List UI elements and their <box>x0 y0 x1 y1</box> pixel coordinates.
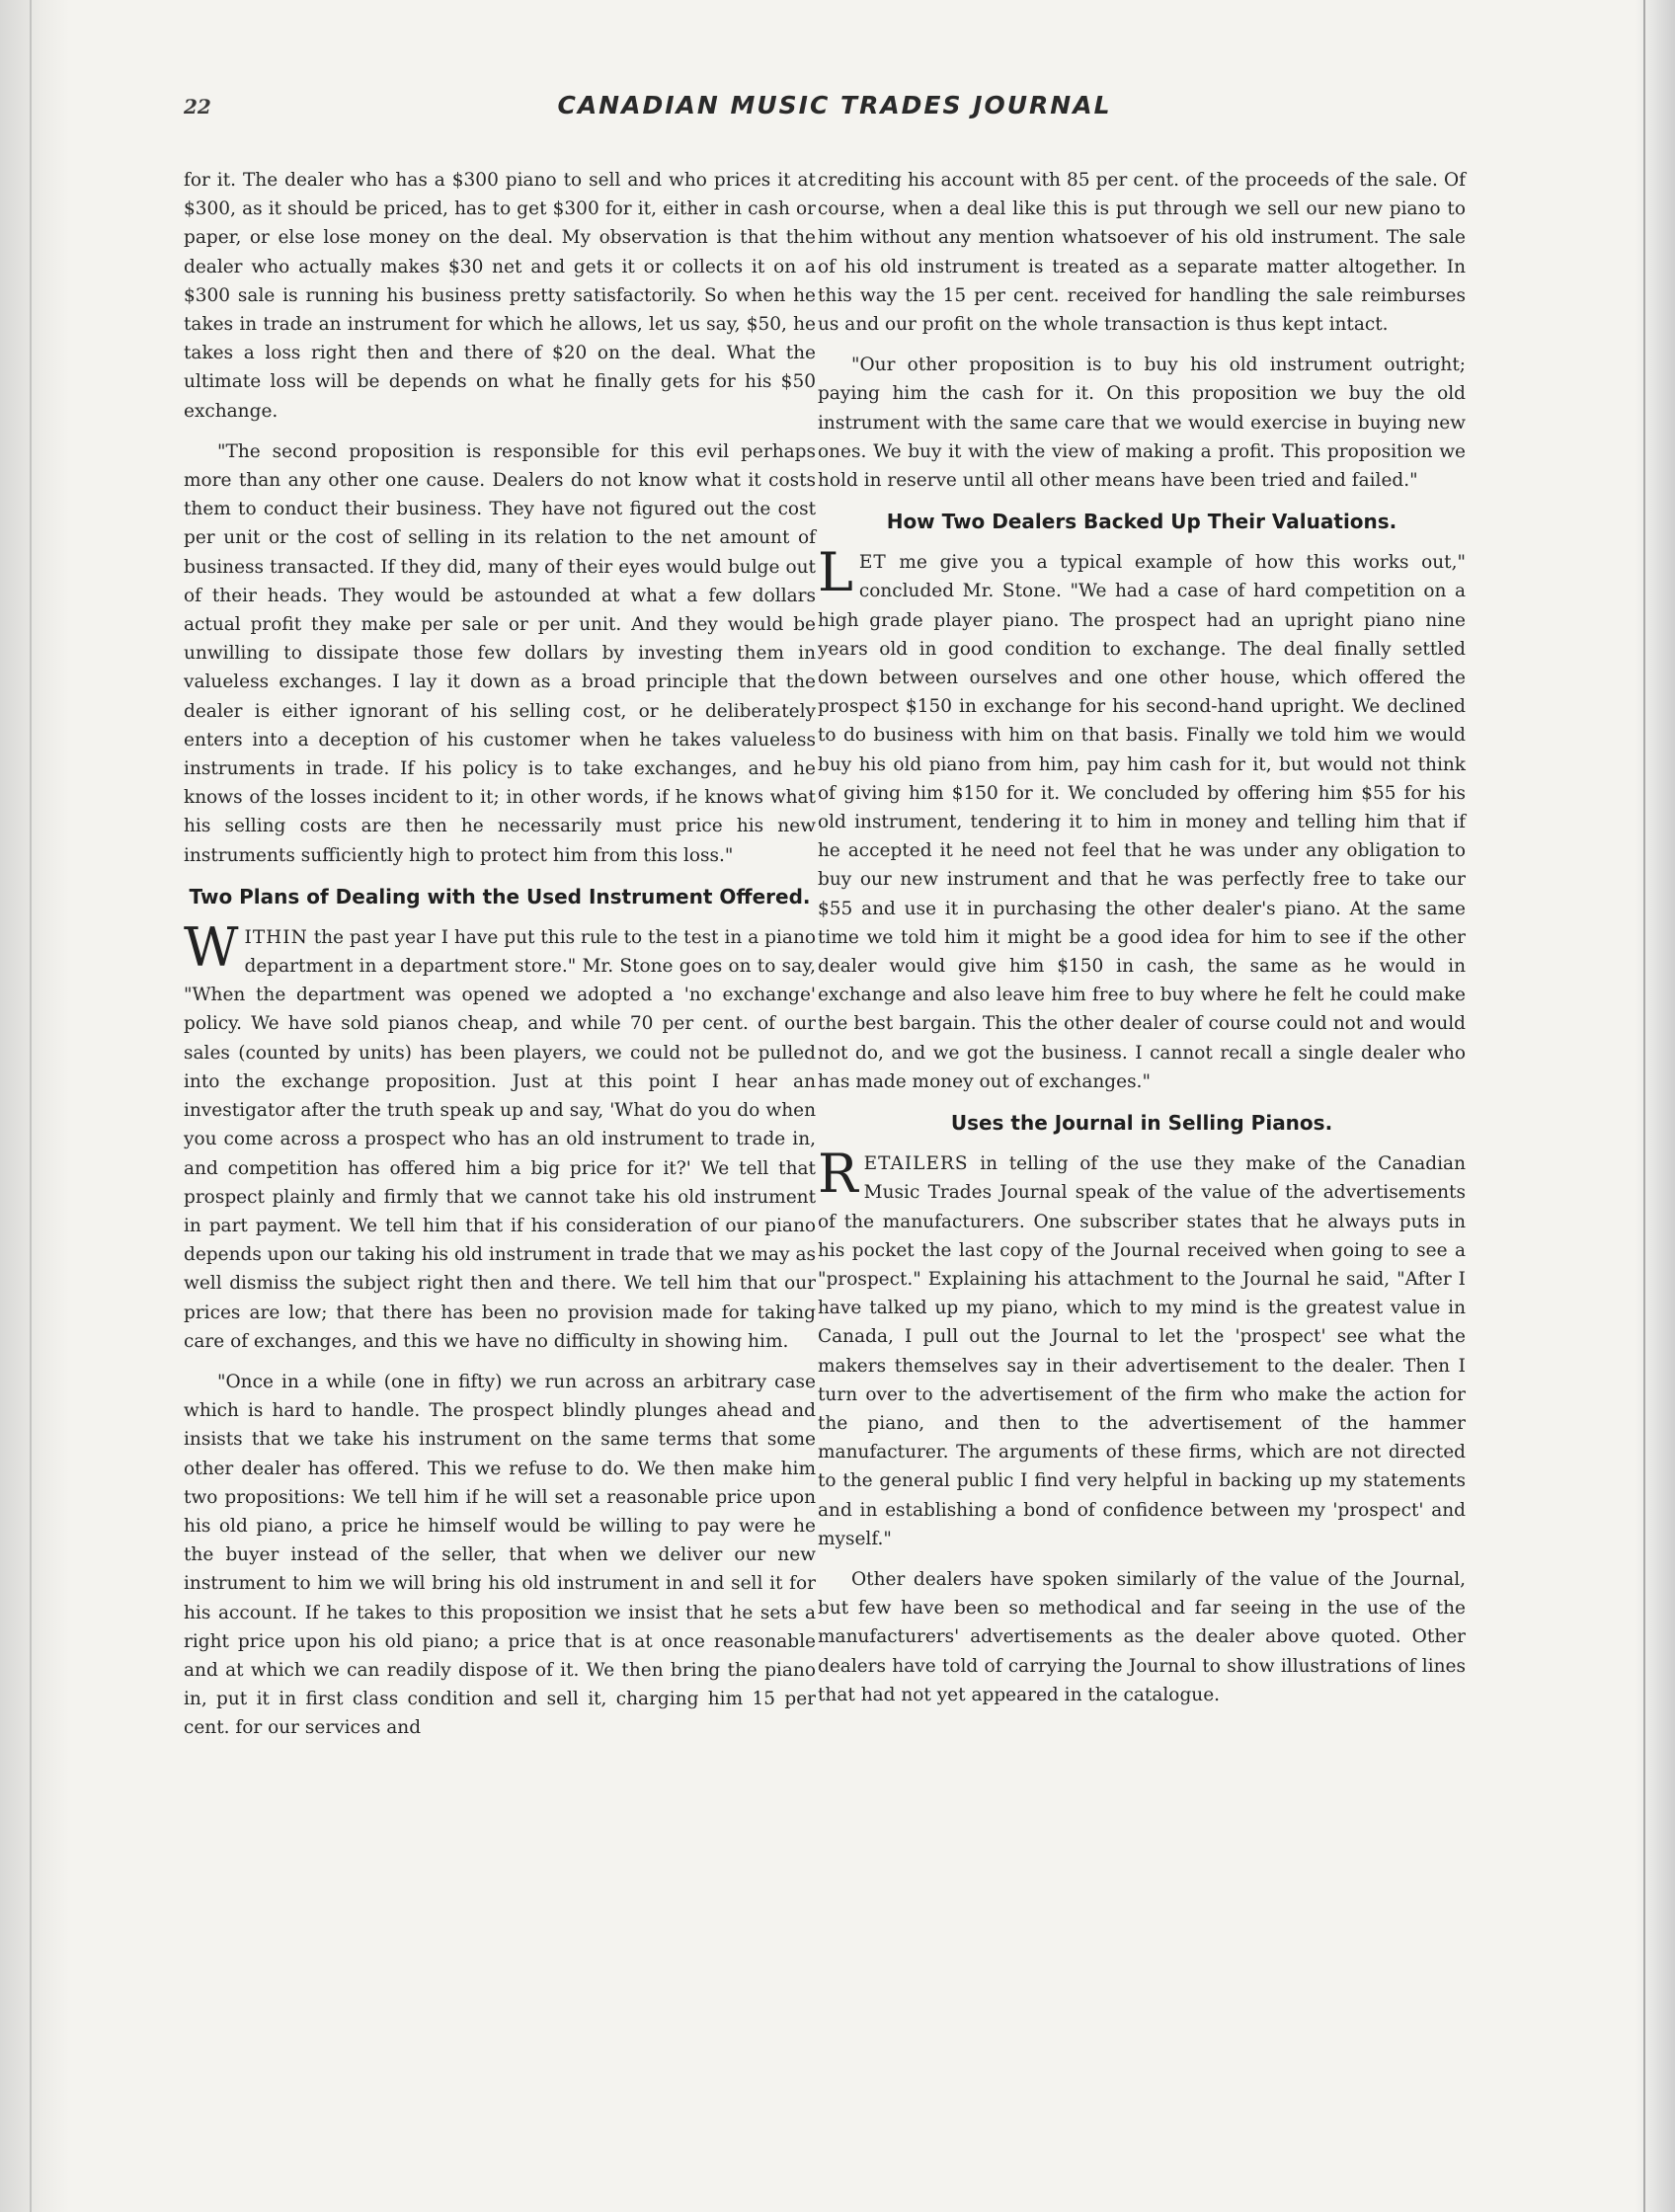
right-paragraph-1: crediting his account with 85 per cent. of the proceeds of the sale. Of course, when a deal like this is put through we sell our new piano to him without any mention whatsoever of his old instrument. The sale of his old instrument is treated as a separate matter altogether. In this way the 15 per cent. received for handling the sale reimburses us and our profit on the whole transaction is thus kept intact. <box>818 170 1466 336</box>
left-paragraph-2: "The second proposition is responsible for this evil perhaps more than any other one cause. Dealers do not know what it costs them to conduct their business. They have not figured out the cost per unit or the cost of selling in its relation to the net amount of business transacted. If they did, many of their eyes would bulge out of their heads. They would be astounded at what a few dollars actual profit they make per sale or per unit. And they would be unwilling to dissipate those few dollars by investing them in valueless exchanges. I lay it down as a broad principle that the dealer is either ignorant of his selling cost, or he deliberately enters into a deception of his customer when he takes valueless instruments in trade. If his policy is to take exchanges, and he knows of the losses incident to it; in other words, if he knows what his selling costs are then he necessarily must price his new instruments sufficiently high to protect him from this loss." <box>184 440 816 866</box>
heading-uses-journal: Uses the Journal in Selling Pianos. <box>950 1111 1333 1136</box>
dropcap-l: L <box>818 541 853 604</box>
leadword-within: ITHIN <box>244 926 308 948</box>
left-paragraph-1: for it. The dealer who has a $300 piano to sell and who prices it at $300, as it should be priced, has to get $300 for it, either in cash or paper, or else lose money on the deal. My observation is that the dealer who actually makes $30 net and gets it or collects it on a $300 sale is running his business pretty satisfactorily. So when he takes in trade an instrument for which he allows, let us say, $50, he takes a loss right then and there of $20 on the deal. What the ultimate loss will be depends on what he finally gets for his $50 exchange. <box>184 170 816 422</box>
dropcap-r: R <box>818 1143 858 1206</box>
right-paragraph-3-text: me give you a typical example of how this works out," concluded Mr. Stone. "We had a case of hard competition on a high grade player piano. The prospect had an upright piano nine years old in good condition to exchange. The deal finally settled down between ourselves and one other house, which offered the prospect $150 in exchange for his second-hand upright. We declined to do business with him on that basis. Finally we told him we would buy his old piano from him, pay him cash for it, but would not think of giving him $150 for it. We concluded by offering him $55 for his old instrument, tendering it to him in money and telling him that if he accepted it he need not feel that he was under any obligation to buy our new instrument and that he was perfectly free to take our $55 and use it in purchasing the other dealer's piano. At the same time we told him it might be a good idea for him to see if the other dealer would give him $150 in cash, the same as he would in exchange and also leave him free to buy where he felt he could make the best bargain. This the other dealer of course could not and would not do, and we got the business. I cannot recall a single dealer who has made money out of exchanges." <box>818 552 1466 1092</box>
right-paragraph-4 <box>818 1143 1466 1553</box>
right-paragraph-2: "Our other proposition is to buy his old instrument outright; paying him the cash for it. On this proposition we buy the old instrument with the same care that we would exercise in buying new ones. We buy it with the view of making a profit. This proposition we hold in reserve until all other means have been tried and failed." <box>818 355 1466 492</box>
left-paragraph-3 <box>184 915 816 1356</box>
journal-title: CANADIAN MUSIC TRADES JOURNAL <box>557 91 1112 119</box>
page-edge-right <box>1635 0 1675 2212</box>
right-column <box>818 166 1466 1721</box>
dropcap-w: W <box>184 915 239 979</box>
heading-two-plans: Two Plans of Dealing with the Used Instrument Offered. <box>189 884 811 908</box>
right-paragraph-3 <box>818 541 1466 1096</box>
leadword-retailers: ETAILERS <box>863 1153 969 1175</box>
page-header <box>178 91 1491 130</box>
page-number: 22 <box>184 95 211 118</box>
right-paragraph-4-text: in telling of the use they make of the Canadian Music Trades Journal speak of the value of the advertisements of the manufacturers. One subscriber states that he always puts in his pocket the last copy of the Journal received when going to see a "prospect." Explaining his attachment to the Journal he said, "After I have talked up my piano, which to my mind is the greatest value in Canada, I pull out the Journal to let the 'prospect' see what the makers themselves say in their advertisement to the dealer. Then I turn over to the advertisement of the firm who make the action for the piano, and then to the advertisement of the hammer manufacturer. The arguments of these firms, which are not directed to the general public I find very helpful in backing up my statements and in establishing a bond of confidence between my 'prospect' and myself." <box>818 1153 1466 1549</box>
left-paragraph-4: "Once in a while (one in fifty) we run across an arbitrary case which is hard to handle. The prospect blindly plunges ahead and insists that we take his instrument on the same terms that some other dealer has offered. This we refuse to do. We then make him two propositions: We tell him if he will set a reasonable price upon his old piano, a price he himself would be willing to pay were he the buyer instead of the seller, that when we deliver our new instrument to him we will bring his old instrument in and sell it for his account. If he takes to this proposition we insist that he sets a right price upon his old piano; a price that is at once reasonable and at which we can readily dispose of it. We then bring the piano in, put it in first class condition and sell it, charging him 15 per cent. for our services and <box>184 1371 816 1739</box>
heading-two-dealers: How Two Dealers Backed Up Their Valuations. <box>886 510 1397 534</box>
left-paragraph-3-text: the past year I have put this rule to the test in a piano department in a department store." Mr. Stone goes on to say, "When the department was opened we adopted a 'no exchange' policy. We have sold pianos cheap, and while 70 per cent. of our sales (counted by units) has been players, we could not be pulled into the exchange proposition. Just at this point I hear an investigator after the truth speak up and say, 'What do you do when you come across a prospect who has an old instrument to trade in, and competition has offered him a big price for it?' We tell that prospect plainly and firmly that we cannot take his old instrument in part payment. We tell him that if his consideration of our piano depends upon our taking his old instrument in trade that we may as well dismiss the subject right then and there. We tell him that our prices are low; that there has been no provision made for taking care of exchanges, and this we have no difficulty in showing him. <box>184 926 816 1352</box>
right-paragraph-5: Other dealers have spoken similarly of the value of the Journal, but few have been so methodical and far seeing in the use of the manufacturers' advertisements as the dealer above quoted. Other dealers have told of carrying the Journal to show illustrations of lines that had not yet appeared in the catalogue. <box>818 1568 1466 1705</box>
leadword-let: ET <box>858 552 887 574</box>
page-edge-left <box>0 0 69 2212</box>
left-column <box>184 166 816 1755</box>
